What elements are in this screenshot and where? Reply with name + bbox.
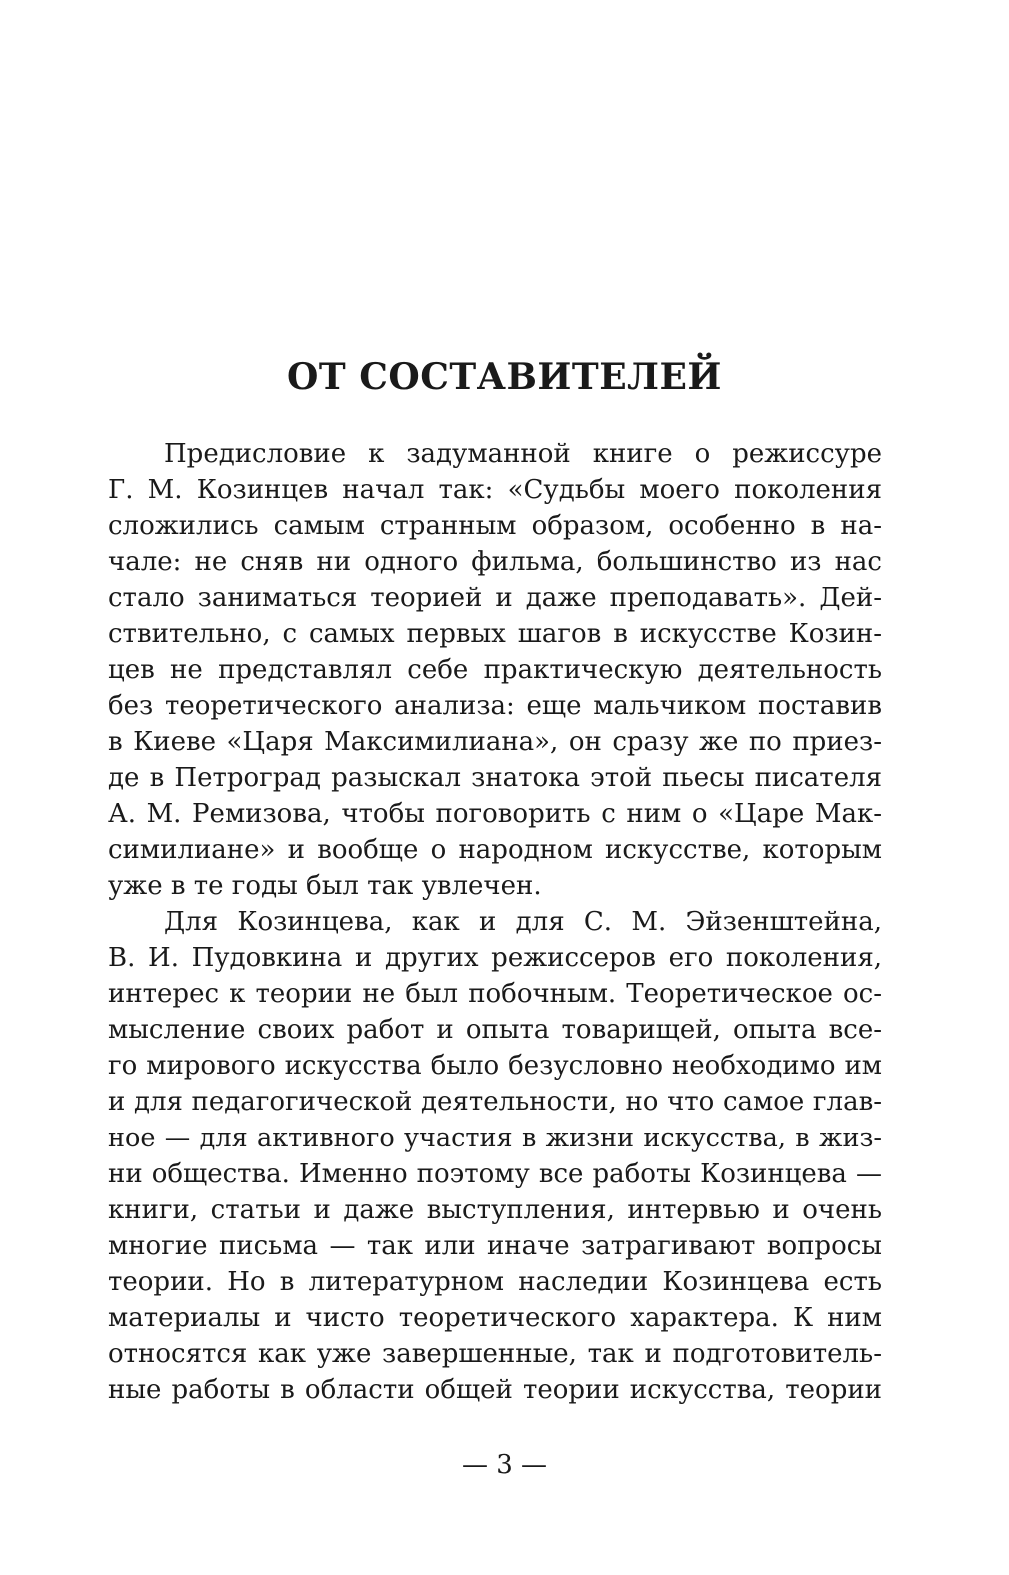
text-line: без теоретического анализа: еще мальчиком поставив [108,691,882,721]
text-line: В. И. Пудовкина и других режиссеров его поколения, [108,943,882,973]
paragraph-2 [108,904,882,1408]
text-line: книги, статьи и даже выступления, интервью и очень [108,1195,882,1225]
text-line: относятся как уже завершенные, так и подготовитель- [108,1339,882,1369]
text-line: де в Петроград разыскал знатока этой пьесы писателя [108,763,882,793]
text-line: в Киеве «Царя Максимилиана», он сразу же по приез- [108,727,882,757]
text-line: Г. М. Козинцев начал так: «Судьбы моего поколения [108,475,882,505]
text-line: стало заниматься теорией и даже преподавать». Дей- [108,583,882,613]
text-line: А. М. Ремизова, чтобы поговорить с ним о «Царе Мак- [108,799,882,829]
text-line: цев не представлял себе практическую деятельность [108,655,882,685]
paragraph-1 [108,436,882,904]
page-title: ОТ СОСТАВИТЕЛЕЙ [287,356,722,398]
text-line: и для педагогической деятельности, но что самое глав- [108,1087,882,1117]
text-line: Для Козинцева, как и для С. М. Эйзенштейна, [164,907,882,937]
text-line: симилиане» и вообще о народном искусстве, которым [108,835,882,865]
text-line: ствительно, с самых первых шагов в искусстве Козин- [108,619,882,649]
text-line: ные работы в области общей теории искусства, теории [108,1375,882,1405]
text-line: сложились самым странным образом, особенно в на- [108,511,882,541]
text-line: ное — для активного участия в жизни искусства, в жиз- [108,1123,882,1153]
text-line: интерес к теории не был побочным. Теоретическое ос- [108,979,882,1009]
text-line: го мирового искусства было безусловно необходимо им [108,1051,882,1081]
text-line: ни общества. Именно поэтому все работы Козинцева — [108,1159,882,1189]
text-line: чале: не сняв ни одного фильма, большинство из нас [108,547,882,577]
text-line: теории. Но в литературном наследии Козинцева есть [108,1267,882,1297]
text-line: материалы и чисто теоретического характера. К ним [108,1303,882,1333]
text-line: Предисловие к задуманной книге о режиссуре [164,439,882,469]
text-line: мысление своих работ и опыта товарищей, опыта все- [108,1015,882,1045]
text-line: многие письма — так или иначе затрагивают вопросы [108,1231,882,1261]
text-line: уже в те годы был так увлечен. [108,871,542,901]
page-number: — 3 — [461,1450,548,1480]
